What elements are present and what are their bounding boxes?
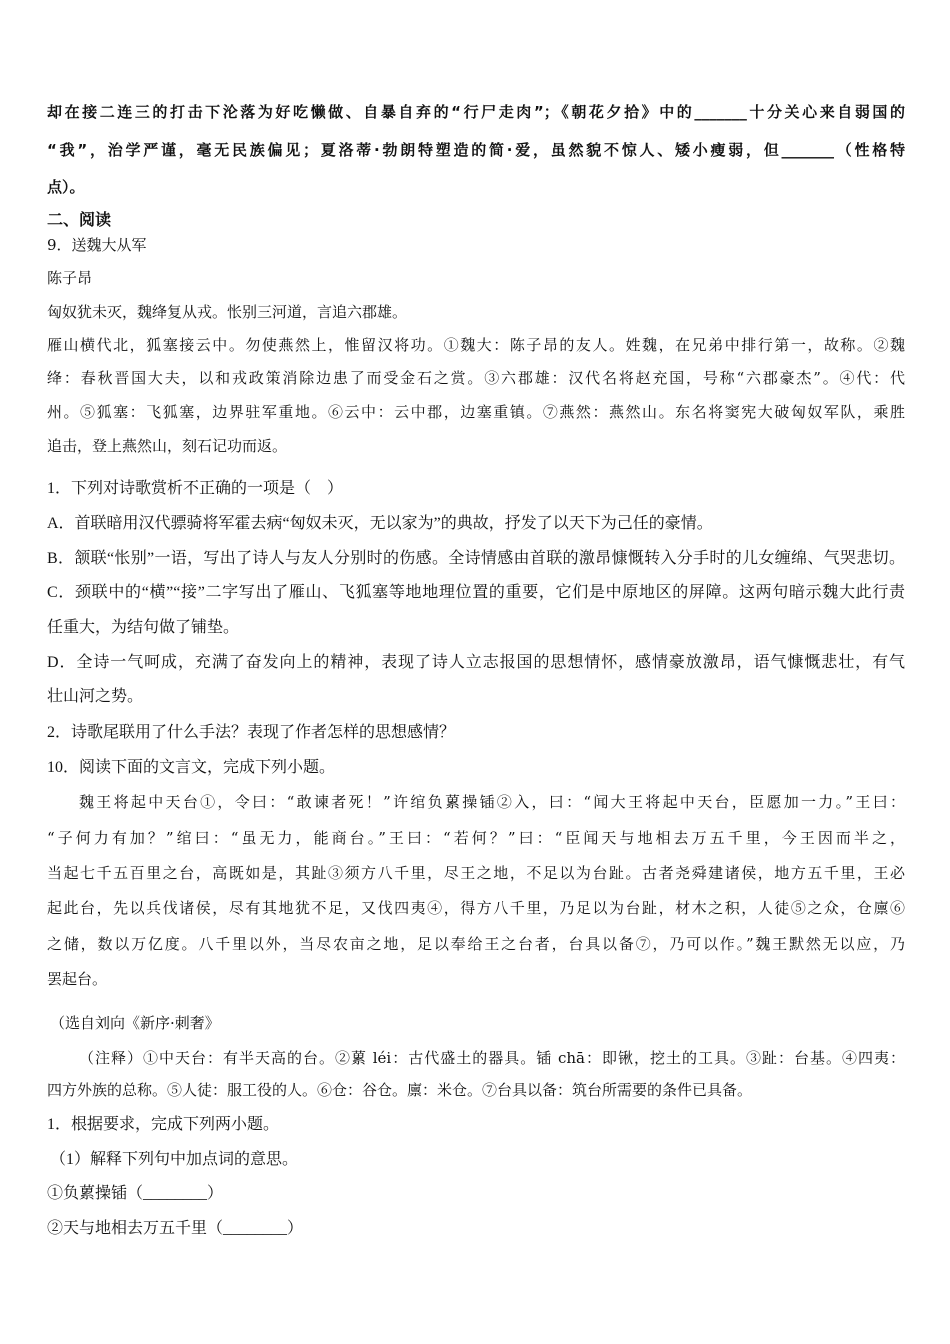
intro-line: “我”，治学严谨，毫无民族偏见；夏洛蒂·勃朗特塑造的简·爱，虽然貌不惊人、矮小瘦弱，但_______（性格特 [47,141,905,159]
intro-line: 却在接二连三的打击下沦落为好吃懒做、自暴自弃的“行尸走肉”；《朝花夕拾》中的_______十分关心来自弱国的 [47,103,905,121]
sub-question: 2．诗歌尾联用了什么手法？表现了作者怎样的思想感情？ [47,724,456,741]
text-line: “子何力有加？”绾曰：“虽无力，能商台。”王曰：“若何？”曰：“臣闻天与地相去万五千里，今王因而半之， [47,829,905,847]
option-a: A．首联暗用汉代骠骑将军霍去病“匈奴未灭，无以家为”的典故，抒发了以天下为己任的豪情。 [47,515,713,532]
intro-line: 点）。 [47,178,85,196]
poem-line: 绛：春秋晋国大夫，以和戎政策消除边患了而受金石之赏。③六郡雄：汉代名将赵充国，号称“六郡豪杰”。④代：代 [47,369,905,387]
poem-line: 匈奴犹未灭，魏绛复从戎。怅别三河道，言追六郡雄。 [47,303,408,321]
text-line: 之储，数以万亿度。八千里以外，当尽农亩之地，足以奉给王之台者，台具以备⑦，乃可以作。”魏王默然无以应，乃 [47,935,905,953]
poem-line: 雁山横代北，狐塞接云中。勿使燕然上，惟留汉将功。①魏大：陈子昂的友人。姓魏，在兄弟中排行第一，故称。②魏 [47,336,905,354]
sub-question: 1．下列对诗歌赏析不正确的一项是（ ） [47,480,344,497]
option-c: C．颈联中的“横”“接”二字写出了雁山、飞狐塞等地地理位置的重要，它们是中原地区的屏障。这两句暗示魏大此行责 [47,584,905,601]
option-d: D．全诗一气呵成，充满了奋发向上的精神，表现了诗人立志报国的思想情怀，感情豪放激昂，语气慷慨悲壮，有气 [47,654,905,671]
question-title: 9．送魏大从军 [47,236,147,254]
text-line: 罢起台。 [47,970,108,988]
notes-line: （注释）①中天台：有半天高的台。②蔂 léi：古代盛土的器具。锸 chā：即锹，挖土的工具。③趾：台基。④四夷： [79,1049,905,1067]
text-line: 魏王将起中天台①，令曰：“敢谏者死！”许绾负蔂操锸②入，曰：“闻大王将起中天台，臣愿加一力。”王曰： [79,793,905,811]
option-c-cont: 任重大，为结句做了铺垫。 [47,619,240,636]
poem-author: 陈子昂 [47,269,93,287]
option-d-cont: 壮山河之势。 [47,688,144,705]
poem-line: 州。⑤狐塞：飞狐塞，边界驻军重地。⑥云中：云中郡，边塞重镇。⑦燕然：燕然山。东名将窦宪大破匈奴军队，乘胜 [47,403,905,421]
sub-question: 1．根据要求，完成下列两小题。 [47,1116,280,1133]
sub-question: （1）解释下列句中加点词的意思。 [50,1151,299,1168]
notes-line: 四方外族的总称。⑤人徒：服工役的人。⑥仓：谷仓。廪：米仓。⑦台具以备：筑台所需要的条件已具备。 [47,1081,753,1099]
option-b: B．颔联“怅别”一语，写出了诗人与友人分别时的伤感。全诗情感由首联的激昂慷慨转入分手时的儿女缠绵、气哭悲切。 [47,550,905,567]
answer-item: ①负蔂操锸（________） [47,1185,224,1202]
source: （选自刘向《新序·刺奢》 [50,1014,220,1032]
text-line: 当起七千五百里之台，高既如是，其趾③须方八千里，尽王之地，不足以为台趾。古者尧舜建诸侯，地方五千里，王必 [47,864,905,882]
answer-item: ②天与地相去万五千里（________） [47,1220,304,1237]
poem-line: 追击，登上燕然山，刻石记功而返。 [47,437,288,455]
question-title: 10．阅读下面的文言文，完成下列小题。 [47,759,336,776]
section-heading: 二、阅读 [47,210,112,229]
text-line: 起此台，先以兵伐诸侯，尽有其地犹不足，又伐四夷④，得方八千里，乃足以为台趾，材木之积，人徒⑤之众，仓廪⑥ [47,899,905,917]
